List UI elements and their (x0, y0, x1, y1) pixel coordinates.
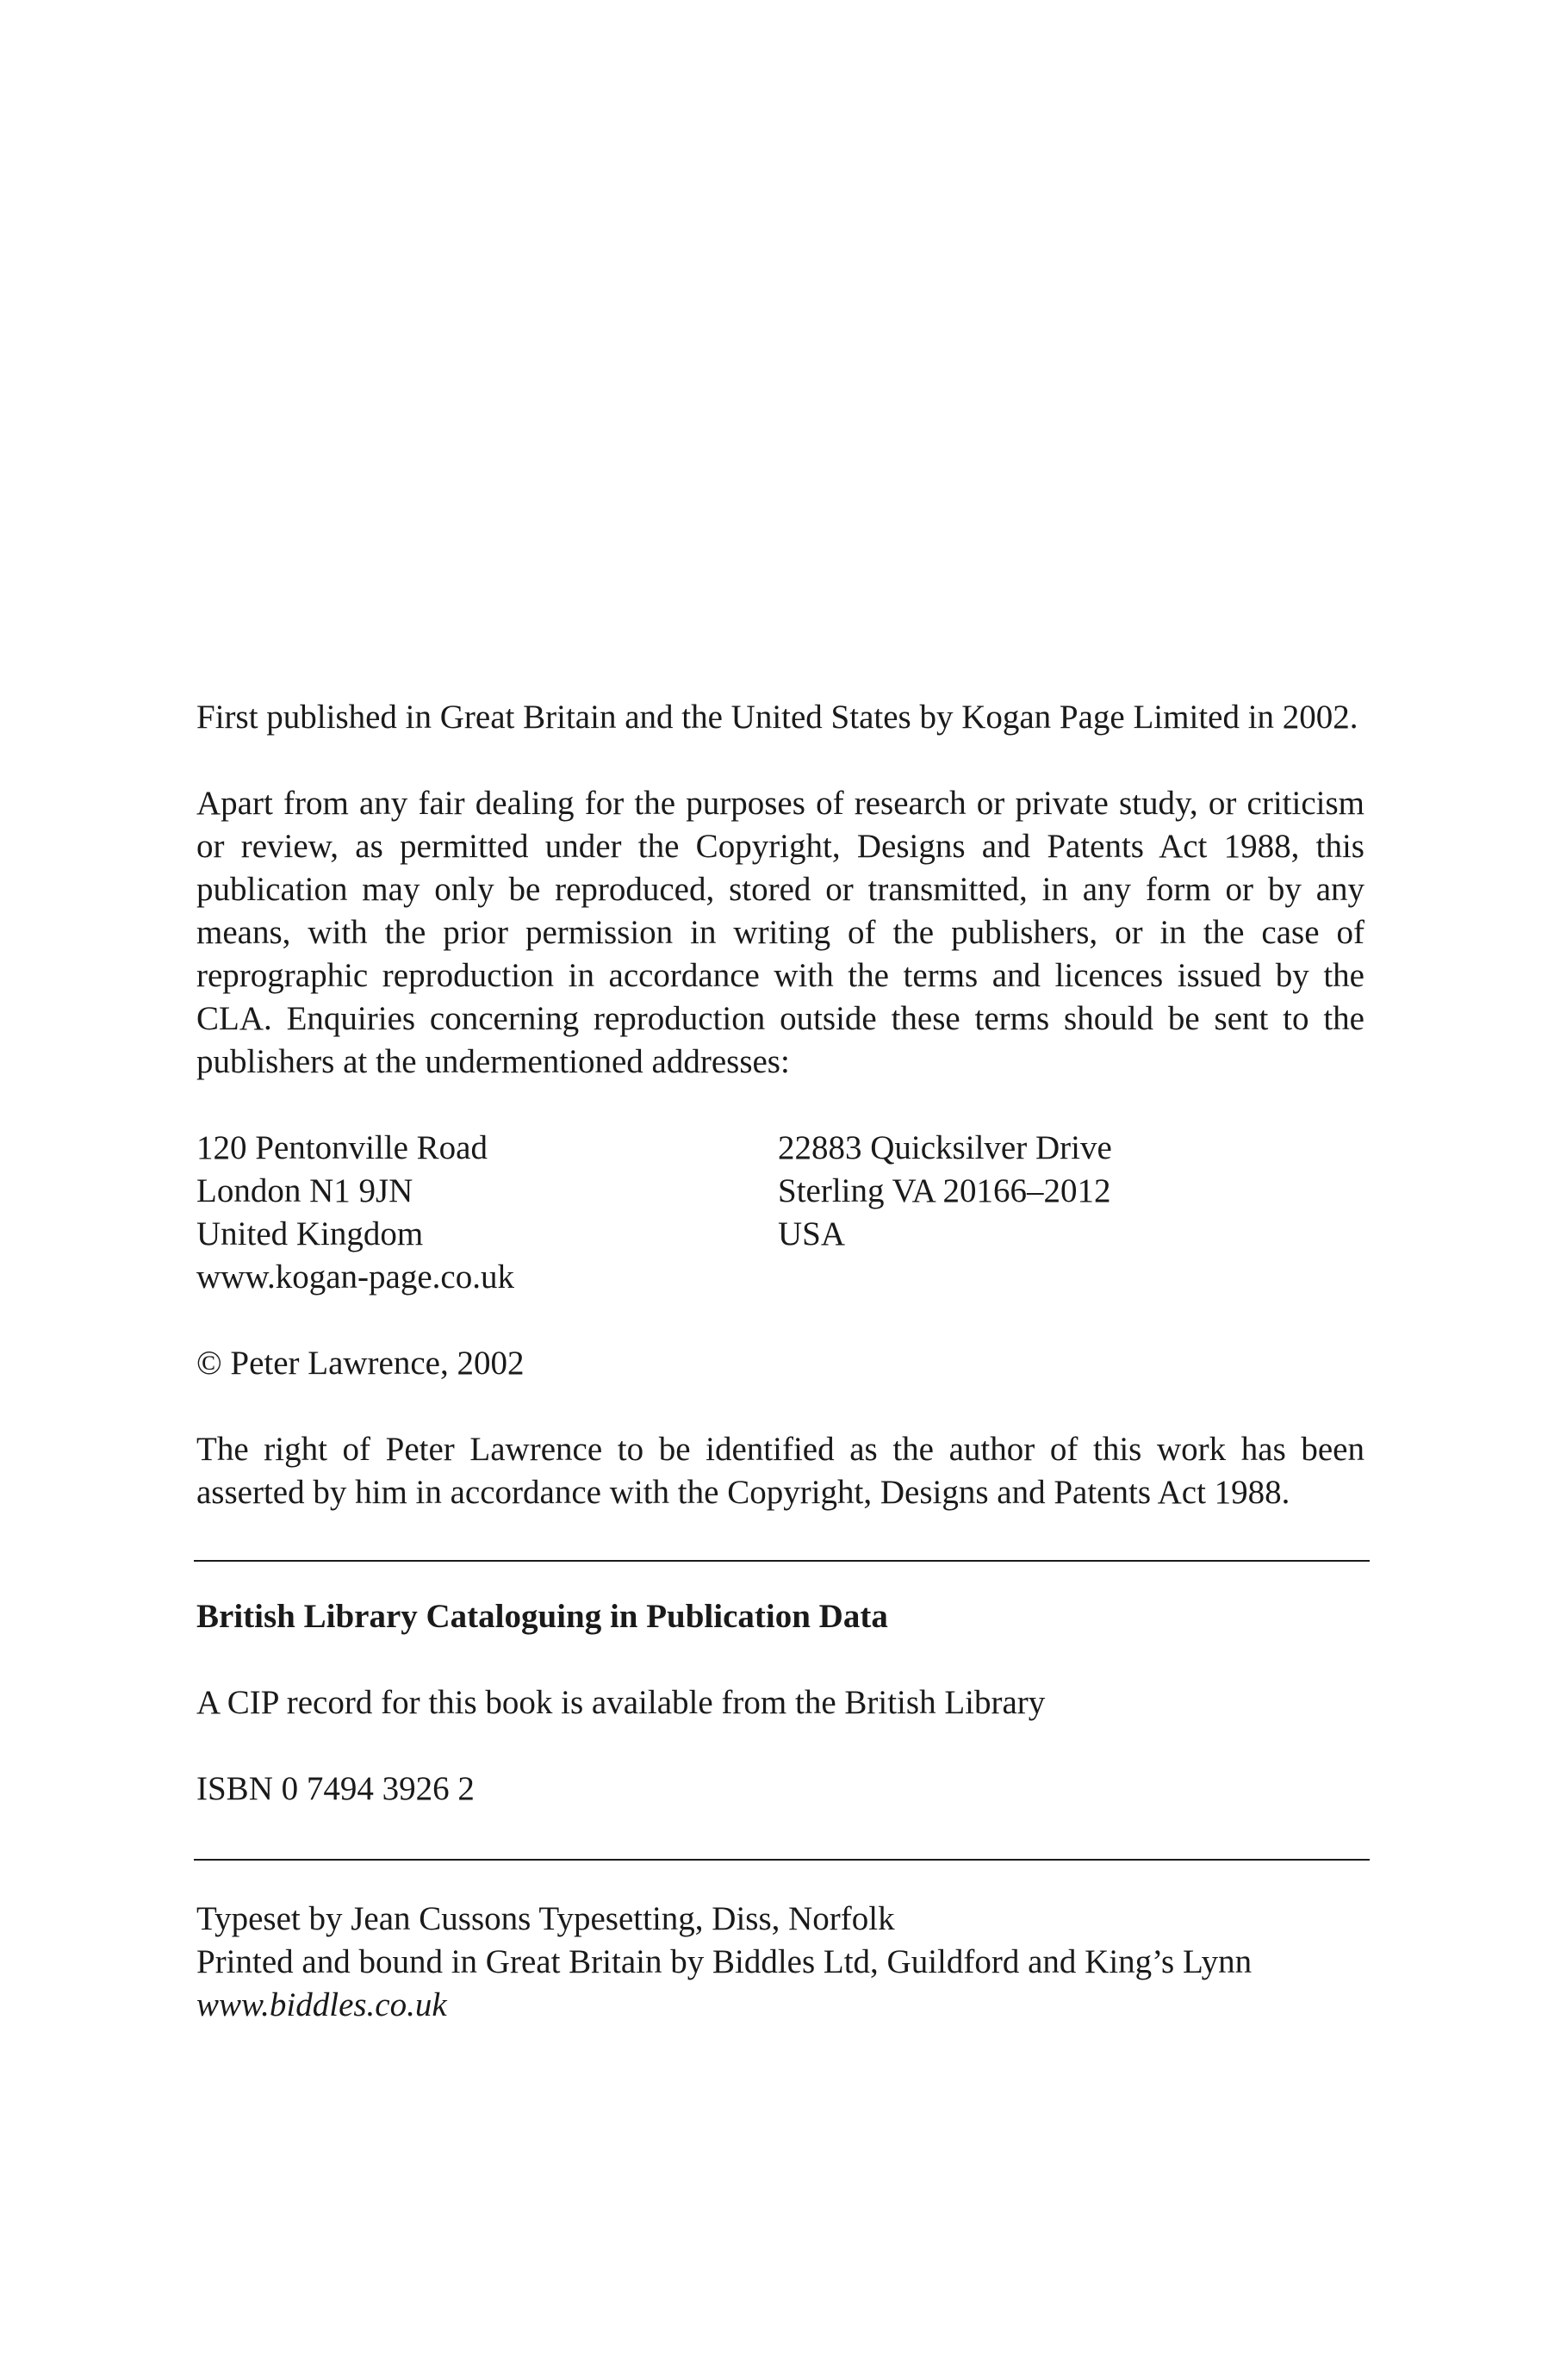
author-rights-statement: The right of Peter Lawrence to be identified as the author of this work has been asserted by him in accordance with the Copyright, Designs and Patents Act 1988. (196, 1431, 1364, 1511)
printer-credit: Printed and bound in Great Britain by Biddles Ltd, Guildford and King’s Lynn (196, 1943, 1253, 1980)
rights-notice: Apart from any fair dealing for the purposes of research or private study, or criticism or review, as permitted under the Copyright, Designs and Patents Act 1988, this publication may only be reproduced, stored or transmitted, in any form or by any means, with the prior permission in writing of the publishers, or in the case of reprographic reproduction in accordance with the terms and licences issued by the CLA. Enquiries concerning reproduction outside these terms should be sent to the publishers at the undermentioned addresses: (196, 785, 1364, 1080)
us-address-street: 22883 Quicksilver Drive (778, 1129, 1112, 1166)
first-published-note: First published in Great Britain and the United States by Kogan Page Limited in 2002. (196, 699, 1358, 736)
us-address (778, 1127, 1364, 1299)
uk-address-web: www.kogan-page.co.uk (196, 1258, 514, 1296)
printer-website: www.biddles.co.uk (196, 1986, 447, 2023)
cip-heading: British Library Cataloguing in Publication Data (196, 1598, 888, 1635)
cip-record-note: A CIP record for this book is available from the British Library (196, 1684, 1046, 1721)
section-divider-top (194, 1560, 1370, 1562)
uk-address (196, 1127, 778, 1299)
isbn: ISBN 0 7494 3926 2 (196, 1770, 475, 1807)
publisher-addresses (196, 1127, 1364, 1299)
section-divider-bottom (194, 1859, 1370, 1861)
uk-address-street: 120 Pentonville Road (196, 1129, 488, 1166)
typeset-credit: Typeset by Jean Cussons Typesetting, Diss, Norfolk (196, 1900, 895, 1937)
uk-address-country: United Kingdom (196, 1215, 424, 1252)
us-address-city: Sterling VA 20166–2012 (778, 1172, 1111, 1209)
us-address-country: USA (778, 1215, 846, 1252)
uk-address-city: London N1 9JN (196, 1172, 413, 1209)
imprint-block (196, 696, 1364, 2027)
copyright-line: © Peter Lawrence, 2002 (196, 1345, 525, 1382)
